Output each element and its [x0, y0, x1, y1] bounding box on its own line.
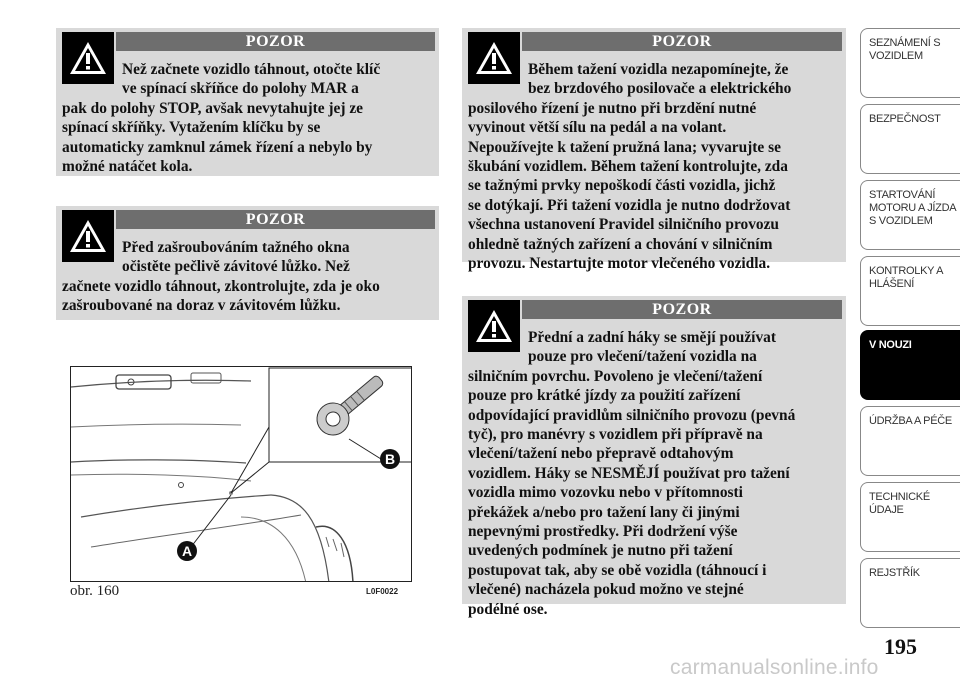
warning-line: automaticky zamknul zámek řízení a nebylo by [62, 138, 373, 156]
warning-line: tyč), pro manévry s vozidlem při přípravě na [468, 426, 763, 444]
warning-line: Nepoužívejte k tažení pružná lana; vyvarujte se [468, 138, 781, 156]
tab-v-nouzi[interactable] [860, 330, 960, 400]
warning-line: nepevnými prostředky. Při dodržení výše [468, 523, 738, 541]
tow-hook-figure [70, 366, 412, 582]
tab-label: SEZNÁMENÍ S VOZIDLEM [869, 37, 941, 62]
warning-header: POZOR [522, 32, 842, 51]
tab-seznameni[interactable] [860, 28, 960, 98]
rear-bumper-illustration [71, 367, 412, 582]
warning-line: Než začnete vozidlo táhnout, otočte klíč [122, 61, 381, 78]
tab-label: BEZPEČNOST [869, 113, 941, 125]
warning-line: ve spínací skříňce do polohy MAR a [122, 80, 359, 98]
warning-box-2 [56, 206, 439, 320]
warning-text [62, 60, 434, 176]
warning-text [62, 238, 434, 316]
warning-header: POZOR [116, 32, 435, 51]
warning-line: silničním povrchu. Povoleno je vlečení/tažení [468, 367, 763, 385]
warning-line: pouze pro vlečení/tažení vozidla na [528, 348, 757, 366]
warning-line: vozidlem. Háky se NESMĚJÍ používat pro tažení [468, 464, 790, 482]
warning-line: provozu. Nestartujte motor vlečeného vozidla. [468, 255, 771, 273]
warning-line: začnete vozidlo táhnout, zkontrolujte, zda je oko [62, 277, 380, 295]
warning-line: překážek a/nebo pro tažení lany či jinými [468, 503, 740, 521]
tab-kontrolky[interactable] [860, 256, 960, 326]
warning-line: vlečení/tažení nebo přepravě odtahovým [468, 445, 734, 463]
warning-line: možné natáčet kola. [62, 158, 193, 176]
warning-line: podélné ose. [468, 600, 548, 618]
warning-line: Přední a zadní háky se smějí používat [528, 329, 776, 346]
label-a: A [181, 543, 193, 559]
tab-label: STARTOVÁNÍ MOTORU A JÍZDA S VOZIDLEM [869, 189, 956, 227]
warning-line: všechna ustanovení Pravidel silničního provozu [468, 216, 779, 234]
tab-bezpecnost[interactable] [860, 104, 960, 174]
tab-label: KONTROLKY A HLÁŠENÍ [869, 265, 943, 290]
warning-line: vlečené) nacházela pokud možno ve stejné [468, 581, 744, 599]
warning-line: Během tažení vozidla nezapomínejte, že [528, 61, 789, 78]
warning-line: zašroubované na doraz v závitovém lůžku. [62, 297, 341, 315]
warning-line: pak do polohy STOP, avšak nevytahujte jej ze [62, 99, 364, 117]
figure-code: L0F0022 [366, 587, 399, 596]
tab-label: REJSTŘÍK [869, 567, 920, 579]
warning-line: Před zašroubováním tažného okna [122, 239, 350, 256]
tab-udrzba[interactable] [860, 406, 960, 476]
warning-line: postupovat tak, aby se obě vozidla (táhnoucí i [468, 561, 767, 579]
label-b-marker [380, 449, 400, 469]
label-b: B [384, 451, 396, 467]
warning-line: ohledně tažných zařízení a chování v silničním [468, 235, 773, 253]
tab-label: ÚDRŽBA A PÉČE [869, 415, 952, 427]
warning-text [468, 60, 842, 273]
warning-box-3 [462, 28, 846, 273]
warning-line: odpovídající pravidlům silničního provozu (pevná [468, 406, 796, 424]
warning-line: spínací skříňky. Vytažením klíčku by se [62, 119, 321, 137]
warning-header: POZOR [522, 300, 842, 319]
warning-line: uvedených podmínek je nutno při tažení [468, 542, 733, 560]
page-number: 195 [884, 634, 917, 659]
warning-line: posilového řízení je nutno při brzdění nutné [468, 99, 757, 117]
label-a-marker [177, 541, 197, 561]
tab-label: V NOUZI [869, 339, 912, 351]
warning-line: pouze pro krátké jízdy za použití zařízení [468, 387, 741, 405]
warning-header: POZOR [116, 210, 435, 229]
warning-line: očistěte pečlivě závitové lůžko. Než [122, 258, 350, 276]
warning-line: se dotýkají. Při tažení vozidla je nutno dodržovat [468, 196, 791, 214]
watermark: carmanualsonline.info [670, 656, 879, 679]
tab-startovani[interactable] [860, 180, 960, 250]
tab-rejstrik[interactable] [860, 558, 960, 628]
warning-line: škubání vozidlem. Během tažení kontrolujte, zda [468, 158, 788, 176]
warning-line: se tažnými prvky nepoškodí části vozidla, jichž [468, 177, 776, 195]
warning-line: vyvinout větší sílu na pedál a na volant. [468, 119, 727, 137]
warning-line: vozidla mimo vozovku nebo v přítomnosti [468, 484, 743, 502]
figure-caption: obr. 160 [70, 583, 120, 599]
tab-label: TECHNICKÉ ÚDAJE [869, 491, 930, 516]
tab-technicke-udaje[interactable] [860, 482, 960, 552]
warning-line: bez brzdového posilovače a elektrického [528, 80, 792, 98]
warning-box-4 [462, 296, 846, 618]
warning-text [468, 328, 842, 619]
warning-box-1 [56, 28, 439, 176]
